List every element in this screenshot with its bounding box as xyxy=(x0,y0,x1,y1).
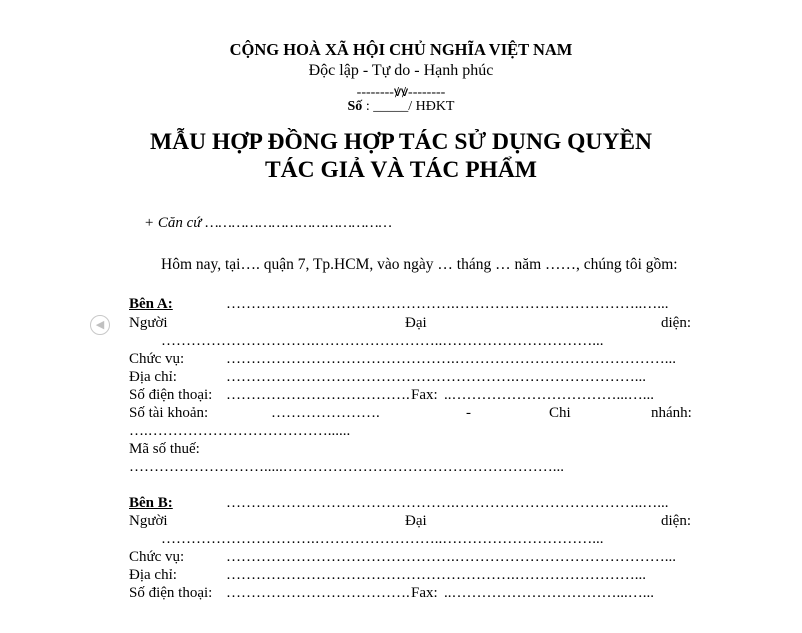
title-line-2: TÁC GIẢ VÀ TÁC PHẨM xyxy=(264,157,537,183)
party-a-branch-label: nhánh: xyxy=(651,405,692,421)
party-a-position-label: Chức vụ: xyxy=(129,351,185,367)
party-b-fax-label: Fax: xyxy=(411,585,438,601)
party-b-address-dots: ………………………………………………….……………………... xyxy=(226,567,646,583)
party-a-position-dots: ……………………………………….……………………………………... xyxy=(226,351,676,367)
party-b-position-dots: ……………………………………….……………………………………... xyxy=(226,549,676,565)
number-label: Số xyxy=(347,99,363,114)
party-b-phone-dots: ………………………………. xyxy=(226,585,410,601)
party-a-phone-label: Số điện thoại: xyxy=(129,387,213,403)
party-b-rep-word-3: diện: xyxy=(661,513,691,529)
party-a-rep-dots: ………………………….……………………..…………………………... xyxy=(161,333,604,349)
party-b-rep-dots: ………………………….……………………..…………………………... xyxy=(161,531,604,547)
title-line-1: MẪU HỢP ĐỒNG HỢP TÁC SỬ DỤNG QUYỀN xyxy=(149,129,652,155)
intro-paragraph: Hôm nay, tại…. quận 7, Tp.HCM, vào ngày … tháng … năm ……, chúng tôi gồm: xyxy=(161,256,678,273)
party-a-rep-word-2: Đại xyxy=(405,315,427,331)
party-b-heading: Bên B: xyxy=(129,495,173,511)
party-b-heading-dots: ……………………………………….………………………………..…... xyxy=(226,495,669,511)
party-a-fax-dots: ..……………………………...…... xyxy=(444,387,654,403)
party-b-position-label: Chức vụ: xyxy=(129,549,185,565)
party-a-account-dots: …………………. xyxy=(271,405,380,421)
basis-line: + Căn cứ …………………………………… xyxy=(144,215,392,231)
decorative-divider: --------ꝟꝟ-------- xyxy=(356,85,446,100)
party-a-account-dots-2: ….………………………………...... xyxy=(129,423,351,439)
party-a-fax-label: Fax: xyxy=(411,387,438,403)
party-a-address-dots: ………………………………………………….……………………... xyxy=(226,369,646,385)
party-a-heading: Bên A: xyxy=(129,296,173,312)
party-a-phone-dots: ………………………………. xyxy=(226,387,410,403)
party-a-account-dash: - xyxy=(466,405,471,421)
party-a-rep-word-1: Người xyxy=(129,315,168,331)
party-a-branch-word: Chi xyxy=(549,405,571,421)
document-title xyxy=(0,128,802,184)
party-b-fax-dots: ..……………………………...…... xyxy=(444,585,654,601)
party-b-phone-label: Số điện thoại: xyxy=(129,585,213,601)
party-b-rep-word-2: Đại xyxy=(405,513,427,529)
party-a-rep-word-3: diện: xyxy=(661,315,691,331)
party-b-rep-word-1: Người xyxy=(129,513,168,529)
party-a-tax-label: Mã số thuế: xyxy=(129,441,200,457)
motto: Độc lập - Tự do - Hạnh phúc xyxy=(308,62,494,79)
party-b-address-label: Địa chỉ: xyxy=(129,567,177,583)
party-a-account-label: Số tài khoản: xyxy=(129,405,209,421)
party-a-address-label: Địa chỉ: xyxy=(129,369,177,385)
party-a-heading-dots: ……………………………………….………………………………..…... xyxy=(226,296,669,312)
contract-number xyxy=(0,99,802,115)
nation-heading: CỘNG HOÀ XÃ HỘI CHỦ NGHĨA VIỆT NAM xyxy=(229,40,573,59)
chevron-left-icon[interactable]: ◀ xyxy=(90,315,110,335)
number-value: : _____/ HĐKT xyxy=(362,99,455,114)
party-a-tax-dots: ……………………….....………………………………………………... xyxy=(129,459,564,475)
